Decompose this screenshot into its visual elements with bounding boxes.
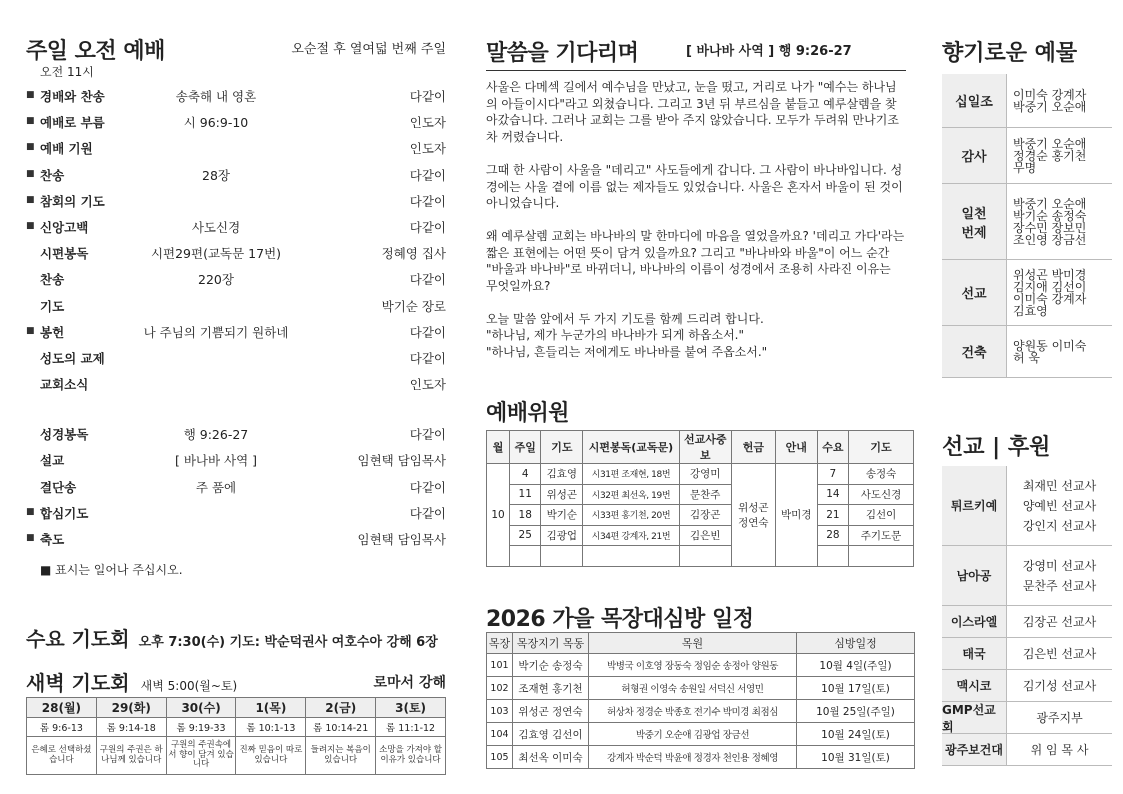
offering-name: 양원동 이미숙 (1013, 338, 1087, 353)
visits-row (487, 654, 915, 677)
dawn-cell: 은혜로 선택하셨습니다 (27, 737, 97, 775)
order-item-name: 참회의 기도 (40, 193, 105, 209)
visits-table (486, 632, 915, 769)
waiting-paragraph: 오늘 말씀 앞에서 두 가지 기도를 함께 드리려 합니다. "하나님, 제가 누군가의 바나바가 되게 하옵소서." "하나님, 흔들리는 저에게도 바나바를 붙여 주옵소서." (486, 311, 768, 360)
order-item-detail: 송축해 내 영혼 (175, 89, 257, 104)
dawn-cell: 롬 11:1-12 (376, 718, 446, 737)
committee-wed: 14 (817, 484, 848, 505)
committee-prayer: 김효영 (541, 464, 583, 485)
committee-offering: 위성곤 정연숙 (731, 464, 775, 567)
mission-row (942, 638, 1112, 670)
committee-missionary: 김장곤 (679, 505, 731, 526)
dawn-cell: 3(토) (376, 698, 446, 718)
mission-label: GMP선교회 (942, 702, 996, 734)
offering-name: 허 욱 (1013, 350, 1040, 365)
order-row (26, 424, 446, 450)
offering-label: 십일조 (955, 95, 993, 110)
committee-table (486, 430, 914, 567)
offering-name: 김효영 (1013, 303, 1048, 318)
offering-names (1006, 326, 1112, 377)
mission-names (1006, 638, 1112, 669)
committee-header-cell: 기도 (541, 431, 583, 464)
visits-header-cell: 목장 (487, 633, 513, 654)
offering-row (942, 326, 1112, 378)
offering-names (1006, 184, 1112, 259)
worship-subtitle: 오순절 후 열여덟 번째 주일 (291, 42, 446, 57)
mission-name: 위 임 목 사 (1030, 742, 1089, 757)
visits-row (487, 677, 915, 700)
stand-mark: ■ (26, 142, 35, 153)
standing-note: ■ 표시는 일어나 주십시오. (40, 563, 183, 577)
offering-name: 박중기 오순애 (1013, 136, 1087, 151)
offering-name: 이미숙 강계자 (1013, 291, 1087, 306)
visits-header (487, 633, 915, 654)
wednesday-detail: 오후 7:30(수) 기도: 박순덕권사 여호수아 강해 6장 (138, 635, 438, 650)
order-row (26, 450, 446, 476)
order-row (26, 296, 446, 322)
order-item-detail: [ 바나바 사역 ] (174, 453, 258, 469)
offering-name: 김지애 김선이 (1013, 279, 1087, 294)
visits-no: 104 (487, 723, 513, 746)
order-item-name: 결단송 (40, 479, 77, 495)
committee-header-cell: 수요 (817, 431, 848, 464)
mission-name: 최재민 선교사 (1022, 478, 1097, 493)
order-item-name: 경배와 찬송 (40, 89, 105, 104)
order-item-name: 기도 (40, 298, 65, 314)
mission-names (1006, 546, 1112, 605)
committee-psalm: 시34편 강계자, 21번 (583, 525, 679, 546)
committee-header-cell: 월 (487, 431, 510, 464)
dawn-cell: 29(화) (96, 698, 166, 718)
committee-psalm: 시33편 홍기천, 20번 (583, 505, 679, 526)
order-row (26, 269, 446, 295)
mission-names (1006, 466, 1112, 545)
committee-day: 4 (510, 464, 541, 485)
order-item-name: 합심기도 (40, 505, 89, 521)
committee-title: 예배위원 (486, 401, 570, 426)
dawn-cell: 롬 10:1-13 (236, 718, 306, 737)
mission-row (942, 606, 1112, 638)
visits-date: 10월 25일(주일) (797, 700, 915, 723)
committee-prayer: 박기순 (541, 505, 583, 526)
committee-prayer: 김광업 (541, 525, 583, 546)
committee-row (487, 484, 914, 505)
committee-row (487, 505, 914, 526)
offering-row (942, 260, 1112, 326)
order-item-detail: 주 품에 (195, 479, 237, 495)
offering-row (942, 184, 1112, 260)
committee-missionary: 강영미 (679, 464, 731, 485)
order-row (26, 217, 446, 243)
mission-names (1006, 734, 1112, 765)
committee-day: 11 (510, 484, 541, 505)
dawn-cell: 롬 9:6-13 (27, 718, 97, 737)
order-item-name: 찬송 (40, 272, 65, 288)
mission-row (942, 702, 1112, 734)
committee-wed-prayer: 송정숙 (849, 464, 914, 485)
dawn-cell: 구원의 주권은 하나님께 있습니다 (96, 737, 166, 775)
stand-mark: ■ (26, 220, 35, 231)
center-column (486, 0, 916, 794)
order-item-name: 설교 (40, 453, 65, 469)
mission-name: 강인지 선교사 (1022, 518, 1097, 533)
dawn-cell: 롬 9:19-33 (166, 718, 236, 737)
committee-empty-cell (583, 546, 679, 567)
mission-label: 광주보건대 (945, 743, 1003, 757)
order-item-name: 축도 (40, 532, 65, 547)
order-item-name: 예배로 부름 (40, 115, 105, 131)
committee-wed: 21 (817, 505, 848, 526)
order-item-leader: 다같이 (409, 324, 446, 340)
offerings-title: 향기로운 예물 (942, 41, 1078, 66)
dawn-book: 로마서 강해 (373, 675, 446, 691)
dawn-cell: 28(월) (27, 698, 97, 718)
order-item-leader: 다같이 (409, 479, 446, 495)
committee-wed: 7 (817, 464, 848, 485)
committee-header-cell: 기도 (849, 431, 914, 464)
visits-row (487, 723, 915, 746)
dawn-prayer (26, 667, 446, 696)
committee-row (487, 464, 914, 485)
dawn-cell: 진짜 믿음이 따로 있습니다 (236, 737, 306, 775)
committee-missionary: 김은빈 (679, 525, 731, 546)
committee-empty-cell (849, 546, 914, 567)
committee-header (487, 431, 914, 464)
committee-wed-prayer: 주기도문 (849, 525, 914, 546)
committee-row-blank (487, 546, 914, 567)
dawn-cell: 2(금) (306, 698, 376, 718)
mission-name: 강영미 선교사 (1022, 558, 1097, 573)
mission-name: 광주지부 (1036, 710, 1083, 725)
waiting-paragraph: 왜 예루살렘 교회는 바나바의 말 한마디에 마음을 열었을까요? '데리고 가다'라는 짧은 표현에는 어떤 뜻이 담겨 있을까요? 그리고 "바나바와 바울"이 어느 순간 "바울과 바나바"로 바뀌더니, 바나바의 이름이 성경에서 조용히 사라진 이유는 무엇일까요? (486, 228, 905, 294)
committee-missionary: 문찬주 (679, 484, 731, 505)
mission-row (942, 546, 1112, 606)
offering-names (1006, 128, 1112, 183)
mission-names (1006, 670, 1112, 701)
committee-empty-cell (817, 546, 848, 567)
mission-row (942, 734, 1112, 766)
order-item-leader: 다같이 (409, 350, 446, 366)
order-row (26, 86, 446, 112)
dawn-cell: 1(목) (236, 698, 306, 718)
order-item-name: 성도의 교제 (40, 350, 105, 366)
order-item-leader: 다같이 (409, 505, 446, 521)
order-row (26, 322, 446, 348)
offering-name: 박중기 오순애 (1013, 99, 1087, 114)
order-row (26, 165, 446, 191)
order-item-detail: 시편29편(교독문 17번) (150, 246, 282, 262)
visits-leader: 위성곤 정연숙 (513, 700, 589, 723)
visits-no: 103 (487, 700, 513, 723)
divider (486, 70, 906, 71)
visits-row (487, 700, 915, 723)
committee-day: 18 (510, 505, 541, 526)
order-item-detail: 나 주님의 기쁨되기 원하네 (143, 324, 289, 340)
waiting-ref: [ 바나바 사역 ] 행 9:26-27 (686, 44, 852, 59)
offering-label: 일천 번제 (961, 206, 987, 241)
committee-guide: 박미경 (775, 464, 817, 567)
mission-name: 김장곤 선교사 (1022, 614, 1097, 629)
offering-names (1006, 74, 1112, 127)
committee-header-cell: 헌금 (731, 431, 775, 464)
committee-month: 10 (487, 464, 510, 567)
order-row (26, 374, 446, 400)
visits-header-cell: 목장지기 목동 (513, 633, 589, 654)
committee-wed-prayer: 김선이 (849, 505, 914, 526)
order-item-leader: 다같이 (409, 427, 446, 443)
visits-header-cell: 심방일정 (797, 633, 915, 654)
visits-date: 10월 4일(주일) (797, 654, 915, 677)
visits-leader: 김효영 김선이 (513, 723, 589, 746)
committee-header-cell: 시편봉독(교독문) (583, 431, 679, 464)
dawn-cell: 구원의 주권속에서 향이 담겨 있습니다 (166, 737, 236, 775)
mission-names (1006, 702, 1112, 733)
offerings-box (942, 74, 1112, 378)
worship-order (26, 86, 446, 555)
committee-wed: 28 (817, 525, 848, 546)
stand-mark: ■ (26, 506, 35, 517)
visits-no: 102 (487, 677, 513, 700)
mission-names (1006, 606, 1112, 637)
order-row (26, 191, 446, 217)
order-item-detail: 사도신경 (191, 219, 241, 235)
order-item-name: 찬송 (40, 167, 65, 183)
order-item-detail: 행 9:26-27 (183, 427, 249, 443)
order-row (26, 112, 446, 138)
committee-empty-cell (679, 546, 731, 567)
dawn-cell: 들려지는 복음이 있습니다 (306, 737, 376, 775)
visits-members: 강계자 박순덕 박윤애 정경자 천인용 정혜영 (589, 746, 797, 769)
order-item-name: 성경봉독 (40, 427, 89, 443)
visits-leader: 조재현 홍기천 (513, 677, 589, 700)
offering-name: 조인영 장금선 (1013, 232, 1087, 247)
dawn-row-passages (27, 718, 446, 737)
stand-mark: ■ (26, 90, 35, 100)
mission-name: 김기성 선교사 (1022, 678, 1097, 693)
visits-date: 10월 24일(토) (797, 723, 915, 746)
order-item-name: 교회소식 (40, 377, 89, 393)
committee-day: 25 (510, 525, 541, 546)
mission-label: 태국 (962, 647, 986, 661)
committee-header-cell: 선교사중보 (679, 431, 731, 464)
offerings-column (942, 0, 1112, 794)
offering-label: 감사 (961, 150, 987, 165)
order-item-detail: 시 96:9-10 (183, 115, 249, 131)
visits-header-cell: 목원 (589, 633, 797, 654)
offering-name: 이미숙 강계자 (1013, 87, 1087, 102)
order-item-leader: 인도자 (409, 141, 446, 157)
order-item-leader: 다같이 (409, 219, 446, 235)
visits-row (487, 746, 915, 769)
mission-label: 맥시코 (956, 679, 992, 693)
order-item-name: 봉헌 (40, 324, 65, 340)
order-row (26, 138, 446, 164)
committee-row (487, 525, 914, 546)
stand-mark: ■ (26, 168, 35, 179)
order-item-leader: 박기순 장로 (381, 298, 446, 314)
order-row (26, 243, 446, 269)
order-item-leader: 정혜영 집사 (381, 246, 446, 262)
order-item-name: 신앙고백 (40, 219, 89, 235)
offering-name: 장수민 장보민 (1013, 220, 1087, 235)
dawn-cell: 소망을 가져야 할 이유가 있습니다 (376, 737, 446, 775)
offering-row (942, 128, 1112, 184)
visits-members: 박병국 이호영 장동숙 정임순 송정아 양원동 (589, 654, 797, 677)
dawn-row-days (27, 698, 446, 718)
waiting-title: 말씀을 기다리며 (486, 41, 639, 66)
committee-empty-cell (510, 546, 541, 567)
order-item-detail: 28장 (202, 167, 230, 183)
order-row (26, 503, 446, 529)
offering-row (942, 74, 1112, 128)
dawn-row-prayers (27, 737, 446, 775)
dawn-cell: 롬 9:14-18 (96, 718, 166, 737)
visits-date: 10월 31일(토) (797, 746, 915, 769)
committee-header-cell: 주일 (510, 431, 541, 464)
offering-name: 무명 (1013, 160, 1037, 175)
offering-name: 박중기 오순애 (1013, 196, 1087, 211)
visits-no: 105 (487, 746, 513, 769)
order-item-detail: 220장 (198, 272, 234, 288)
committee-psalm: 시32편 최선옥, 19번 (583, 484, 679, 505)
visits-members: 허형권 이영숙 송원일 서덕신 서영민 (589, 677, 797, 700)
order-item-leader: 임현택 담임목사 (357, 532, 446, 547)
offering-label: 선교 (961, 287, 987, 302)
dawn-cell: 롬 10:14-21 (306, 718, 376, 737)
order-row (26, 348, 446, 374)
wednesday-prayer (26, 623, 446, 652)
committee-header-cell: 안내 (775, 431, 817, 464)
visits-title: 2026 가을 목장대심방 일정 (486, 607, 754, 632)
order-item-name: 시편봉독 (40, 246, 89, 262)
mission-row (942, 466, 1112, 546)
dawn-cell: 30(수) (166, 698, 236, 718)
waiting-paragraph: 그때 한 사람이 사울을 "데리고" 사도들에게 갑니다. 그 사람이 바나바입니다. 성경에는 사울 곁에 이름 없는 제자들도 있었습니다. 사울은 혼자서 바울이 된 것이 아니었습니다. (486, 162, 903, 211)
order-item-leader: 인도자 (409, 115, 446, 131)
stand-mark: ■ (26, 533, 35, 543)
order-row (26, 529, 446, 555)
visits-members: 허상차 정경순 박종호 전기수 박미경 최점심 (589, 700, 797, 723)
order-item-name: 예배 기원 (40, 141, 93, 157)
waiting-body (486, 79, 906, 377)
mission-label: 남아공 (956, 569, 992, 583)
mission-name: 양예빈 선교사 (1022, 498, 1097, 513)
visits-no: 101 (487, 654, 513, 677)
visits-leader: 박기순 송정숙 (513, 654, 589, 677)
order-item-leader: 다같이 (409, 193, 446, 209)
missions-title: 선교 | 후원 (942, 435, 1051, 460)
committee-psalm: 시31편 조재현, 18번 (583, 464, 679, 485)
offering-label: 건축 (961, 346, 987, 361)
dawn-table (26, 697, 446, 775)
dawn-time: 새벽 5:00(월~토) (140, 679, 238, 693)
committee-prayer: 위성곤 (541, 484, 583, 505)
committee-wed-prayer: 사도신경 (849, 484, 914, 505)
waiting-paragraph: 사울은 다메섹 길에서 예수님을 만났고, 눈을 떴고, 거리로 나가 "예수는 하나님의 아들이시다"라고 외쳤습니다. 그리고 3년 뒤 부르심을 붙들고 예루살렘을 찾아갔습니다. 그러나 교회는 그를 받아 주지 않았습니다. 모두가 두려워 만나기조차 꺼렸습니다. (486, 80, 899, 145)
offering-name: 박기순 송정숙 (1013, 208, 1087, 223)
mission-label: 튀르키예 (950, 499, 998, 513)
order-item-leader: 다같이 (409, 89, 446, 104)
order-item-leader: 임현택 담임목사 (357, 453, 446, 469)
order-item-leader: 다같이 (409, 167, 446, 183)
worship-time: 오전 11시 (40, 65, 94, 79)
mission-label: 이스라엘 (950, 615, 998, 629)
offering-names (1006, 260, 1112, 325)
mission-name: 문찬주 선교사 (1022, 578, 1097, 593)
committee-empty-cell (541, 546, 583, 567)
mission-name: 김은빈 선교사 (1022, 646, 1097, 661)
offering-name: 정경순 홍기천 (1013, 148, 1087, 163)
stand-mark: ■ (26, 194, 35, 205)
wednesday-title: 수요 기도회 (26, 627, 130, 651)
stand-mark: ■ (26, 116, 35, 127)
visits-members: 박중기 오순애 김광업 장금선 (589, 723, 797, 746)
dawn-title: 새벽 기도회 (26, 671, 130, 695)
visits-leader: 최선옥 이미숙 (513, 746, 589, 769)
missions-box (942, 466, 1112, 766)
worship-column (26, 0, 446, 794)
order-item-leader: 인도자 (409, 377, 446, 393)
worship-title: 주일 오전 예배 (26, 39, 165, 64)
visits-date: 10월 17일(토) (797, 677, 915, 700)
stand-mark: ■ (26, 325, 35, 336)
order-item-leader: 다같이 (409, 272, 446, 288)
offering-name: 위성곤 박미경 (1013, 267, 1087, 282)
mission-row (942, 670, 1112, 702)
order-row (26, 477, 446, 503)
